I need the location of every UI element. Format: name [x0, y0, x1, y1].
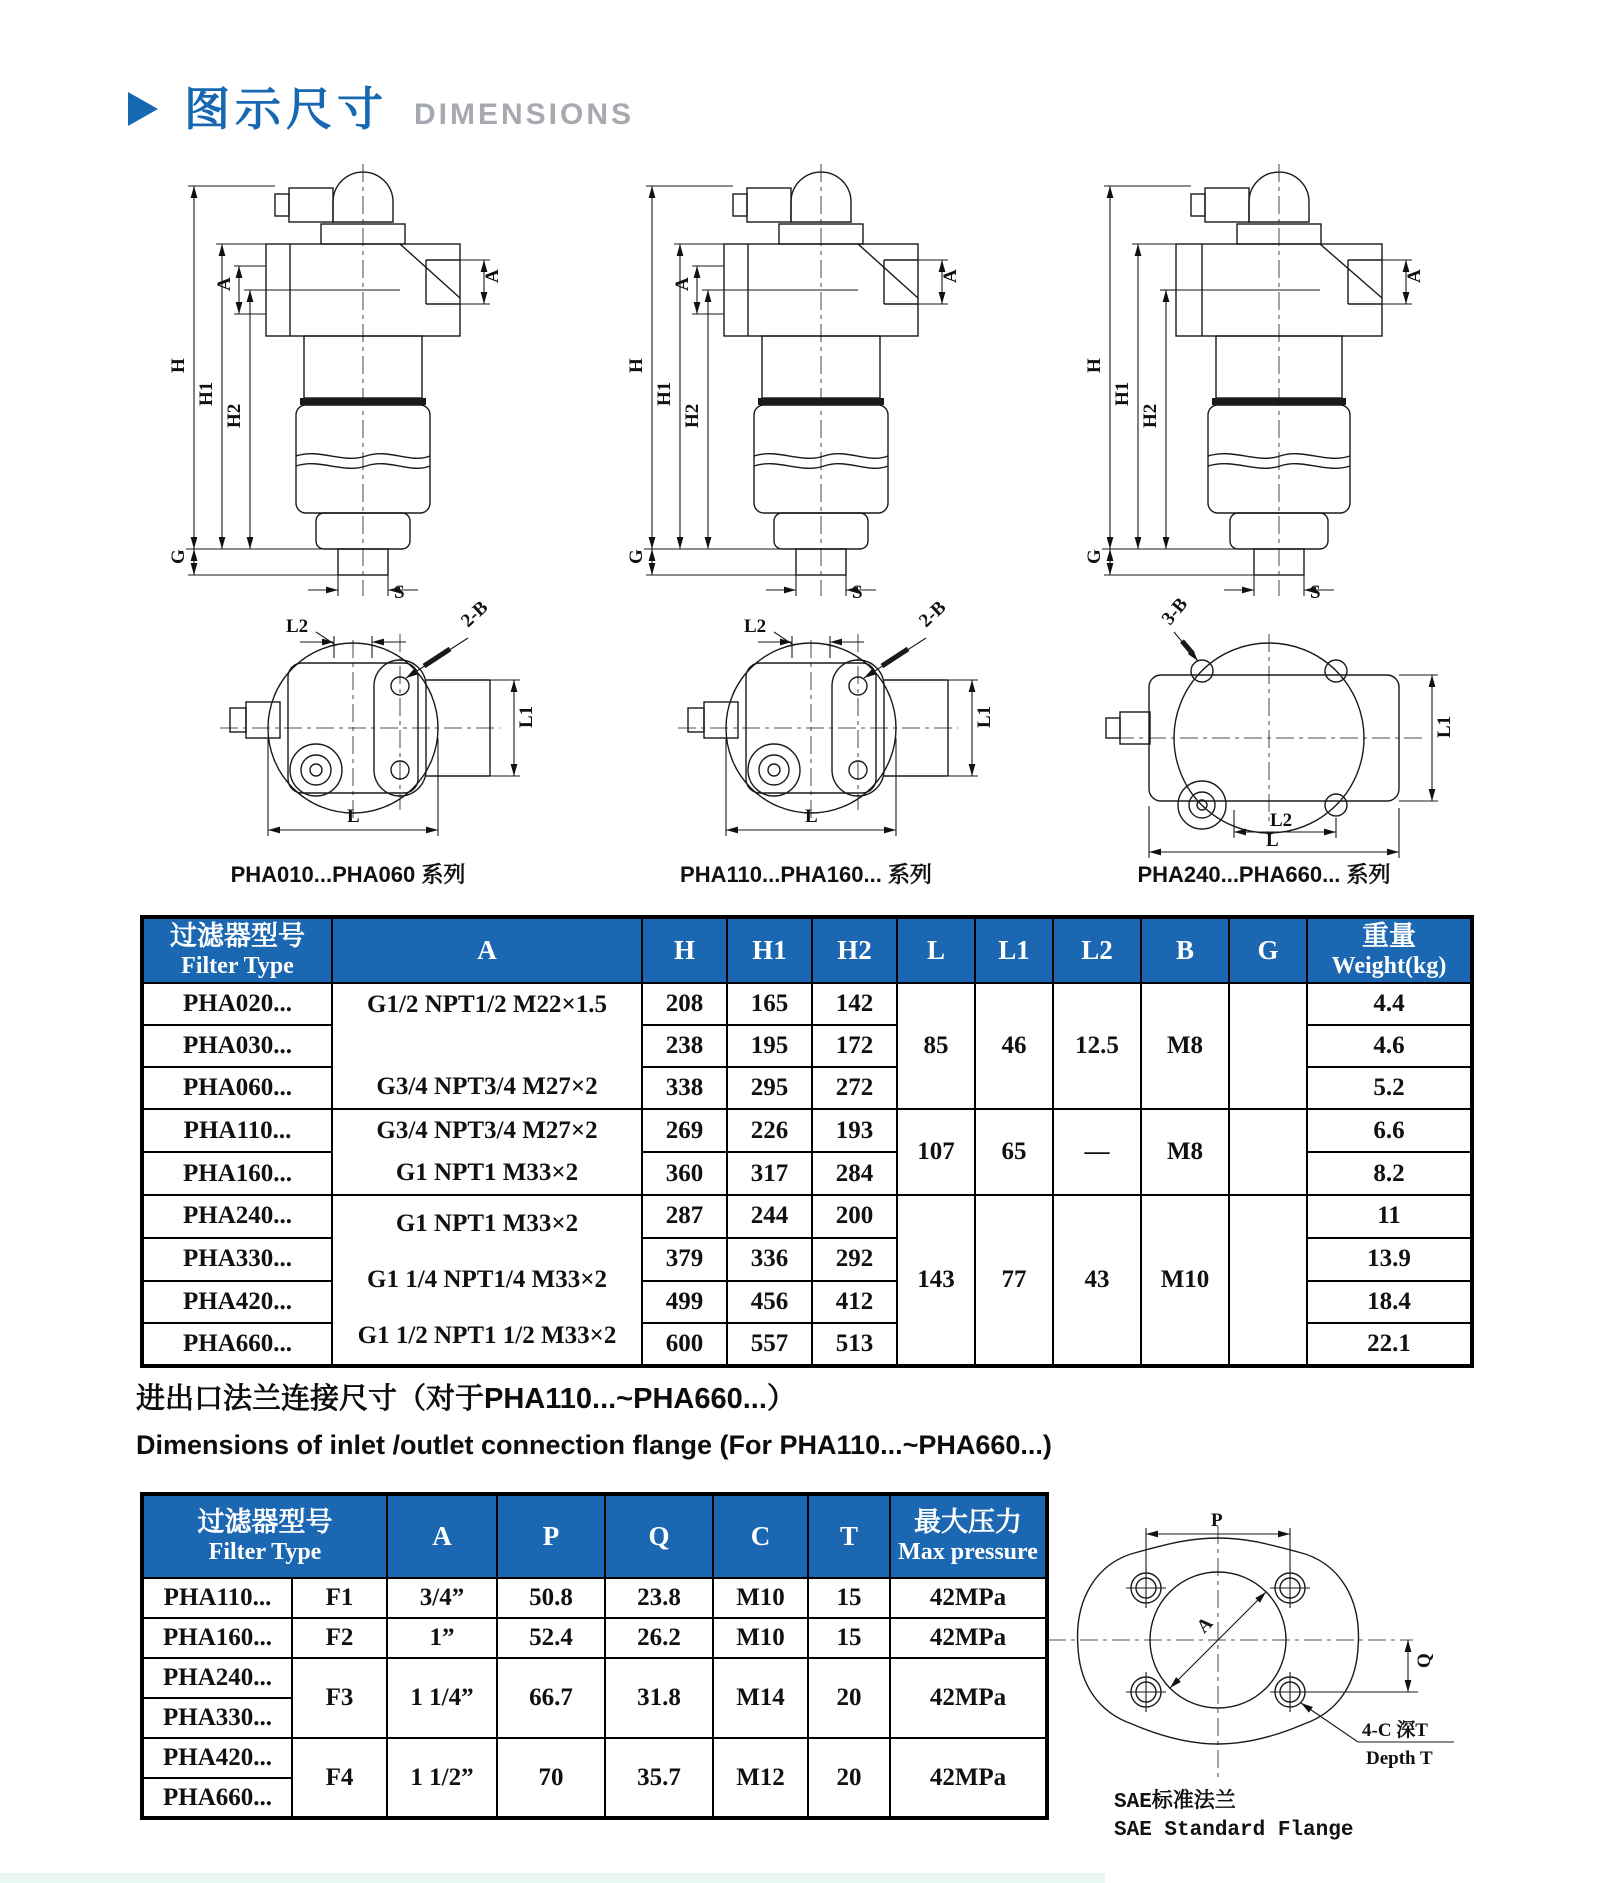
h-cell: 208	[642, 983, 727, 1025]
h2-cell: 284	[812, 1152, 897, 1195]
figure-pha010-060	[138, 158, 558, 889]
l2-cell: 43	[1053, 1195, 1141, 1366]
dim-label-a2: A	[482, 269, 503, 283]
h1-cell: 195	[727, 1025, 812, 1067]
model-cell: PHA330...	[142, 1698, 292, 1738]
flange-note-1: 4-C 深T	[1362, 1720, 1428, 1741]
h-cell: 499	[642, 1281, 727, 1324]
t-cell: 20	[808, 1738, 890, 1818]
figure-pha110-160	[596, 158, 1016, 889]
dimensions-table	[140, 915, 1474, 1368]
model-cell: PHA030...	[142, 1025, 332, 1067]
h-cell: 379	[642, 1238, 727, 1281]
flange-code-cell: F3	[292, 1658, 387, 1738]
bottom-decorative-strip	[0, 1873, 1105, 1883]
c-cell: M10	[713, 1578, 808, 1618]
h2-cell: 172	[812, 1025, 897, 1067]
weight-cell: 6.6	[1307, 1109, 1472, 1152]
dim-label-a: A	[1192, 1612, 1218, 1638]
filter-drawing-1	[138, 158, 558, 858]
dim-label-s: S	[394, 582, 405, 603]
l-cell: 143	[897, 1195, 975, 1366]
col-p: P	[497, 1494, 605, 1578]
section-title-zh: 图示尺寸	[184, 83, 388, 135]
h1-cell: 557	[727, 1323, 812, 1366]
table-row	[142, 1195, 1472, 1238]
flange-subtitle-zh: 进出口法兰连接尺寸（对于PHA110...~PHA660...）	[136, 1383, 796, 1415]
model-cell: PHA060...	[142, 1067, 332, 1109]
q-cell: 26.2	[605, 1618, 713, 1658]
dim-label-p: P	[1211, 1510, 1223, 1531]
table-row	[142, 1658, 1047, 1698]
g-cell	[1229, 1195, 1307, 1366]
col-l: L	[897, 917, 975, 983]
table-header-row	[142, 1494, 1047, 1578]
dim-label-a: A	[672, 277, 693, 291]
model-cell: PHA660...	[142, 1323, 332, 1366]
dim-label-h1: H1	[196, 381, 217, 406]
section-header	[128, 83, 635, 135]
l1-cell: 77	[975, 1195, 1053, 1366]
dim-label-h1: H1	[1112, 381, 1133, 406]
weight-cell: 13.9	[1307, 1238, 1472, 1281]
col-h1: H1	[727, 917, 812, 983]
dim-label-a2: A	[940, 269, 961, 283]
max-pressure-cell: 42MPa	[890, 1618, 1047, 1658]
col-l2: L2	[1053, 917, 1141, 983]
weight-cell: 5.2	[1307, 1067, 1472, 1109]
t-cell: 20	[808, 1658, 890, 1738]
h2-cell: 200	[812, 1195, 897, 1238]
dim-label-g: G	[626, 549, 647, 564]
a-cell: 1 1/2”	[387, 1738, 497, 1818]
figure-caption: PHA010...PHA060 系列	[230, 862, 466, 887]
h2-cell: 292	[812, 1238, 897, 1281]
dim-label-l1: L1	[1434, 715, 1455, 738]
a-cell-group1: G1/2 NPT1/2 M22×1.5 G3/4 NPT3/4 M27×2	[332, 983, 642, 1109]
h2-cell: 412	[812, 1281, 897, 1324]
model-cell: PHA160...	[142, 1152, 332, 1195]
model-cell: PHA110...	[142, 1109, 332, 1152]
h-cell: 287	[642, 1195, 727, 1238]
model-cell: PHA330...	[142, 1238, 332, 1281]
h1-cell: 317	[727, 1152, 812, 1195]
h1-cell: 456	[727, 1281, 812, 1324]
table-row	[142, 1738, 1047, 1778]
h2-cell: 142	[812, 983, 897, 1025]
col-t: T	[808, 1494, 890, 1578]
g-cell	[1229, 1109, 1307, 1195]
h1-cell: 336	[727, 1238, 812, 1281]
h1-cell: 244	[727, 1195, 812, 1238]
h-cell: 338	[642, 1067, 727, 1109]
max-pressure-cell: 42MPa	[890, 1658, 1047, 1738]
l1-cell: 65	[975, 1109, 1053, 1195]
dim-label-h2: H2	[1140, 403, 1161, 428]
dim-label-l1: L1	[516, 705, 537, 728]
max-pressure-cell: 42MPa	[890, 1578, 1047, 1618]
weight-cell: 11	[1307, 1195, 1472, 1238]
dim-label-s: S	[1310, 582, 1321, 603]
flange-subtitle-en: Dimensions of inlet /outlet connection flange (For PHA110...~PHA660...)	[136, 1430, 1052, 1460]
p-cell: 50.8	[497, 1578, 605, 1618]
t-cell: 15	[808, 1578, 890, 1618]
l1-cell: 46	[975, 983, 1053, 1109]
c-cell: M10	[713, 1618, 808, 1658]
weight-cell: 4.6	[1307, 1025, 1472, 1067]
model-cell: PHA020...	[142, 983, 332, 1025]
dim-label-l2: L2	[286, 616, 309, 637]
model-cell: PHA110...	[142, 1578, 292, 1618]
bolt-label: 2-B	[457, 596, 493, 632]
dim-label-h: H	[168, 358, 189, 373]
b-cell: M8	[1141, 1109, 1229, 1195]
dim-label-l: L	[805, 806, 818, 827]
dim-label-g: G	[1084, 549, 1105, 564]
flange-table	[140, 1492, 1049, 1820]
c-cell: M12	[713, 1738, 808, 1818]
model-cell: PHA420...	[142, 1738, 292, 1778]
model-cell: PHA420...	[142, 1281, 332, 1324]
weight-cell: 22.1	[1307, 1323, 1472, 1366]
dim-label-l2: L2	[744, 616, 767, 637]
h-cell: 238	[642, 1025, 727, 1067]
filter-drawing-2	[596, 158, 1016, 858]
dim-label-h2: H2	[682, 403, 703, 428]
q-cell: 31.8	[605, 1658, 713, 1738]
flange-code-cell: F1	[292, 1578, 387, 1618]
b-cell: M8	[1141, 983, 1229, 1109]
weight-cell: 18.4	[1307, 1281, 1472, 1324]
weight-cell: 8.2	[1307, 1152, 1472, 1195]
l2-cell: —	[1053, 1109, 1141, 1195]
h2-cell: 513	[812, 1323, 897, 1366]
h1-cell: 165	[727, 983, 812, 1025]
dim-label-l: L	[1266, 830, 1279, 851]
dim-label-h1: H1	[654, 381, 675, 406]
table-row	[142, 1578, 1047, 1618]
dim-label-h: H	[626, 358, 647, 373]
col-filter-type: 过滤器型号 Filter Type	[142, 917, 332, 983]
col-a: A	[332, 917, 642, 983]
flange-code-cell: F2	[292, 1618, 387, 1658]
p-cell: 66.7	[497, 1658, 605, 1738]
dimension-drawings	[138, 158, 1474, 889]
col-g: G	[1229, 917, 1307, 983]
dim-label-s: S	[852, 582, 863, 603]
model-cell: PHA240...	[142, 1658, 292, 1698]
triangle-icon	[128, 92, 158, 126]
figure-pha240-660	[1054, 158, 1474, 889]
col-l1: L1	[975, 917, 1053, 983]
col-weight: 重量 Weight(kg)	[1307, 917, 1472, 983]
g-cell	[1229, 983, 1307, 1109]
filter-drawing-3	[1054, 158, 1474, 858]
sae-flange-caption: SAE标准法兰 SAE Standard Flange	[1114, 1791, 1354, 1843]
table-row	[142, 1109, 1472, 1152]
table-row	[142, 1618, 1047, 1658]
dim-label-h2: H2	[224, 403, 245, 428]
col-h2: H2	[812, 917, 897, 983]
dim-label-l1: L1	[974, 705, 995, 728]
l2-cell: 12.5	[1053, 983, 1141, 1109]
a-cell-group3: G1 NPT1 M33×2 G1 1/4 NPT1/4 M33×2 G1 1/2 NPT1 1/2 M33×2	[332, 1195, 642, 1366]
figure-caption: PHA110...PHA160... 系列	[680, 862, 932, 887]
b-cell: M10	[1141, 1195, 1229, 1366]
model-cell: PHA240...	[142, 1195, 332, 1238]
model-cell: PHA160...	[142, 1618, 292, 1658]
col-max-pressure: 最大压力 Max pressure	[890, 1494, 1047, 1578]
p-cell: 52.4	[497, 1618, 605, 1658]
a-cell-group2: G3/4 NPT3/4 M27×2 G1 NPT1 M33×2	[332, 1109, 642, 1195]
h2-cell: 272	[812, 1067, 897, 1109]
section-title-en: DIMENSIONS	[414, 98, 635, 131]
h2-cell: 193	[812, 1109, 897, 1152]
h-cell: 360	[642, 1152, 727, 1195]
col-h: H	[642, 917, 727, 983]
a-cell: 1”	[387, 1618, 497, 1658]
flange-note-2: Depth T	[1366, 1748, 1433, 1769]
h-cell: 269	[642, 1109, 727, 1152]
a-cell: 3/4”	[387, 1578, 497, 1618]
weight-cell: 4.4	[1307, 983, 1472, 1025]
col-c: C	[713, 1494, 808, 1578]
p-cell: 70	[497, 1738, 605, 1818]
dim-label-l: L	[347, 806, 360, 827]
figure-caption: PHA240...PHA660... 系列	[1137, 862, 1391, 887]
col-a: A	[387, 1494, 497, 1578]
q-cell: 23.8	[605, 1578, 713, 1618]
dim-label-h: H	[1084, 358, 1105, 373]
flange-code-cell: F4	[292, 1738, 387, 1818]
dim-label-a: A	[214, 277, 235, 291]
h1-cell: 295	[727, 1067, 812, 1109]
bolt-label: 3-B	[1157, 593, 1193, 630]
col-b: B	[1141, 917, 1229, 983]
t-cell: 15	[808, 1618, 890, 1658]
dim-label-l2: L2	[1270, 810, 1293, 831]
col-q: Q	[605, 1494, 713, 1578]
h-cell: 600	[642, 1323, 727, 1366]
col-filter-type: 过滤器型号 Filter Type	[142, 1494, 387, 1578]
dim-label-q: Q	[1414, 1653, 1435, 1668]
sae-flange-drawing	[1018, 1488, 1458, 1798]
table-header-row	[142, 917, 1472, 983]
model-cell: PHA660...	[142, 1778, 292, 1818]
table-row	[142, 983, 1472, 1025]
dim-label-g: G	[168, 549, 189, 564]
l-cell: 107	[897, 1109, 975, 1195]
l-cell: 85	[897, 983, 975, 1109]
c-cell: M14	[713, 1658, 808, 1738]
max-pressure-cell: 42MPa	[890, 1738, 1047, 1818]
dim-label-a: A	[1404, 269, 1425, 283]
a-cell: 1 1/4”	[387, 1658, 497, 1738]
q-cell: 35.7	[605, 1738, 713, 1818]
h1-cell: 226	[727, 1109, 812, 1152]
sae-flange-figure	[1018, 1488, 1488, 1846]
bolt-label: 2-B	[915, 596, 951, 632]
